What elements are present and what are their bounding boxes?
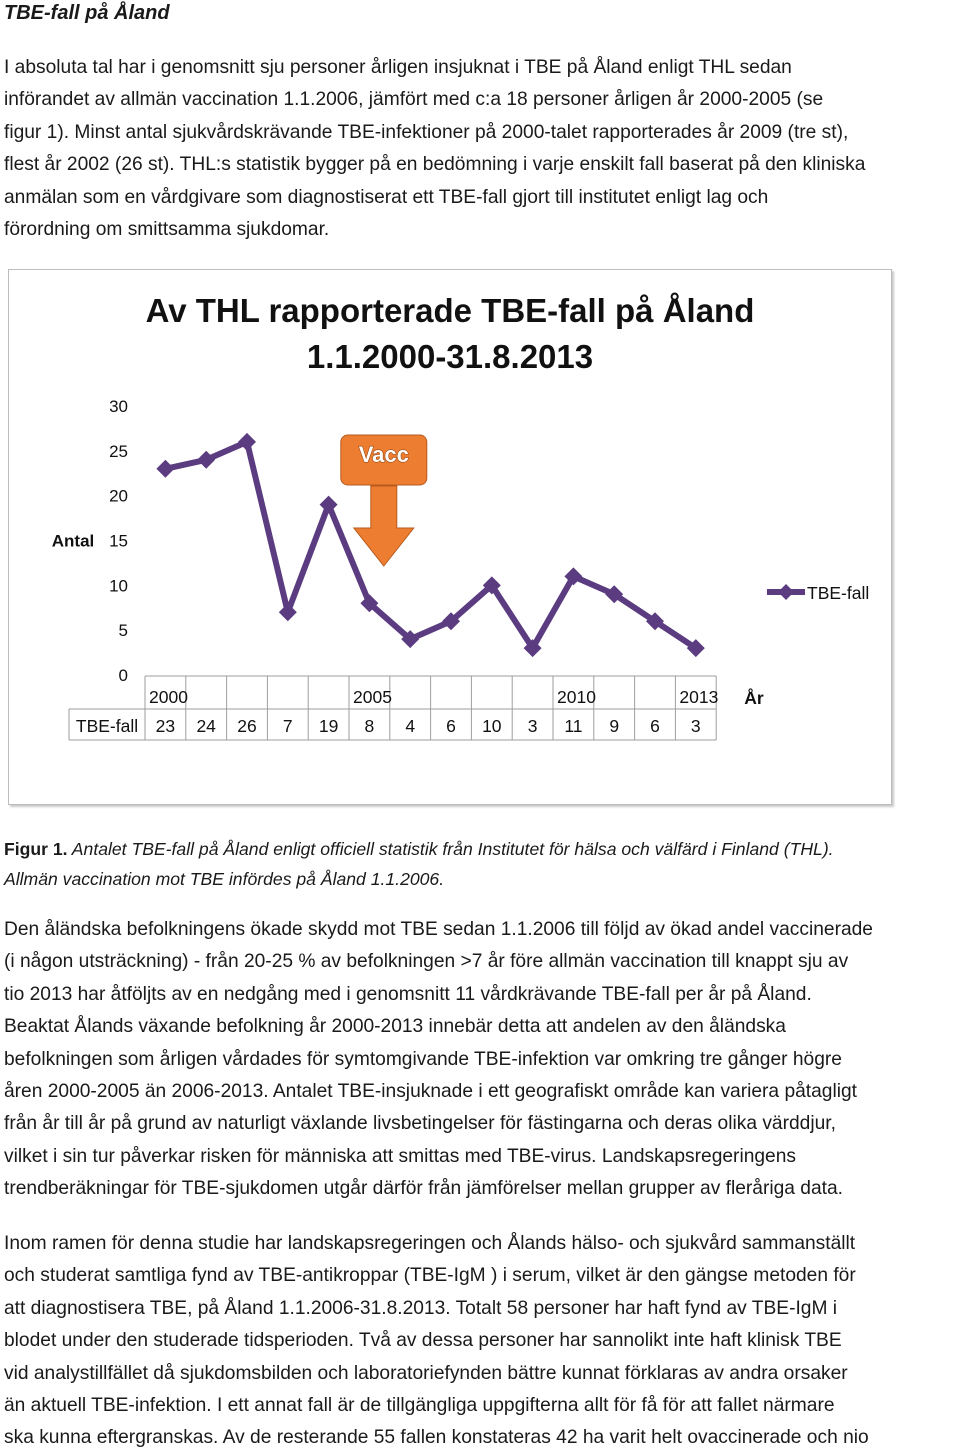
table-row-label: TBE-fall — [75, 716, 139, 736]
legend-marker — [778, 584, 794, 600]
figure-chart — [8, 269, 892, 805]
paragraph-line: och studerat samtliga fynd av TBE-antikroppar (TBE-IgM ) i serum, vilket är den gängse metoden för — [4, 1265, 856, 1287]
data-point-marker — [197, 451, 215, 469]
y-tick-label: 0 — [118, 666, 128, 685]
data-point-marker — [238, 433, 256, 451]
paragraph-line: (i någon utsträckning) - från 20-25 % av befolkningen >7 år före allmän vaccination till knappt sju av — [4, 951, 849, 973]
paragraph-line: befolkningen som årligen vårdades för symtomgivande TBE-infektion var omkring tre gånger högre — [4, 1048, 842, 1070]
paragraph-line: I absoluta tal har i genomsnitt sju personer årligen insjuknat i TBE på Åland enligt THL sedan — [4, 57, 792, 78]
y-tick-label: 15 — [109, 531, 128, 551]
paragraph-line: förordning om smittsamma sjukdomar. — [4, 219, 330, 241]
x-tick-label: 2005 — [353, 687, 392, 707]
caption-text: Antalet TBE-fall på Åland enligt officiell statistik från Institutet för hälsa och välfärd i Finland (THL). — [71, 839, 834, 859]
x-tick-label: 2013 — [679, 687, 719, 707]
x-tick-label: 2000 — [149, 687, 188, 707]
paragraph-2 — [4, 914, 956, 1206]
paragraph-line: trendberäkningar för TBE-sjukdomen utgår därför från jämförelser mellan grupper av fleråriga data. — [4, 1178, 843, 1200]
y-tick-label: 10 — [109, 576, 128, 596]
chart-title-line-2: 1.1.2000-31.8.2013 — [306, 338, 594, 375]
legend-label: TBE-fall — [807, 583, 870, 603]
data-label: 4 — [405, 716, 416, 736]
data-label: 6 — [446, 716, 456, 736]
paragraph-line: att diagnostisera TBE, på Åland 1.1.2006-31.8.2013. Totalt 58 personer har haft fynd av TBE-IgM i — [4, 1297, 838, 1319]
paragraph-line: tio 2013 har åtföljts av en nedgång med i genomsnitt 11 vårdkrävande TBE-fall per år på Åland. — [4, 983, 812, 1005]
x-tick-label: 2010 — [557, 687, 596, 707]
data-label: 6 — [650, 716, 660, 736]
data-label: 3 — [527, 716, 538, 736]
data-label: 10 — [482, 716, 502, 736]
series-line-tbe-fall — [165, 442, 695, 648]
data-label: 11 — [564, 716, 583, 736]
paragraph-line: åren 2000-2005 än 2006-2013. Antalet TBE-insjuknade i ett geografiskt område kan variera påtagligt — [4, 1081, 857, 1103]
y-tick-label: 30 — [109, 397, 128, 416]
data-label: 3 — [690, 716, 701, 736]
paragraph-line: ska kunna eftergranskas. Av de resterande 55 fallen konstateras 42 ha varit helt ovaccinerade och nio — [4, 1427, 869, 1449]
caption-label: Figur 1. — [4, 839, 68, 859]
document-heading: TBE-fall på Åland — [4, 2, 170, 24]
paragraph-line: införandet av allmän vaccination 1.1.2006, jämfört med c:a 18 personer årligen år 2000-2005 (se — [4, 89, 824, 111]
data-label: 7 — [282, 716, 293, 736]
caption-line-2: Allmän vaccination mot TBE infördes på Åland 1.1.2006. — [4, 869, 445, 889]
data-point-marker — [279, 603, 297, 621]
x-axis-label: År — [744, 688, 764, 708]
paragraph-line: Beaktat Ålands växande befolkning år 2000-2013 innebär detta att andelen av den åländska — [4, 1016, 786, 1038]
y-tick-label: 5 — [118, 621, 128, 641]
line-chart-svg — [9, 270, 891, 804]
y-axis-label: Antal — [51, 531, 95, 551]
data-label: 26 — [237, 716, 257, 736]
paragraph-3 — [4, 1228, 956, 1455]
paragraph-line: figur 1). Minst antal sjukvårdskrävande TBE-infektioner på 2000-talet rapporterades år 2009 (tre st), — [4, 121, 849, 143]
caption-line-1 — [4, 834, 834, 864]
data-point-marker — [156, 460, 174, 478]
data-label: 9 — [609, 716, 620, 736]
data-label: 8 — [364, 716, 375, 736]
chart-title-line-1: Av THL rapporterade TBE-fall på Åland — [145, 292, 755, 329]
vacc-arrow — [354, 486, 414, 566]
paragraph-line: från år till år på grund av naturligt växlande livsbetingelser för fästingarna och deras olika värddjur, — [4, 1113, 836, 1135]
data-label: 19 — [318, 716, 339, 736]
y-tick-label: 25 — [109, 441, 128, 461]
paragraph-line: än aktuell TBE-infektion. I ett annat fall är de tillgängliga uppgifterna allt för få för att fallet närmare — [4, 1395, 835, 1417]
paragraph-line: blodet under den studerade tidsperioden. Två av dessa personer har sannolikt inte haft klinisk TBE — [4, 1330, 842, 1352]
y-tick-label: 20 — [109, 486, 128, 506]
data-label: 23 — [155, 716, 176, 736]
paragraph-line: flest år 2002 (26 st). THL:s statistik bygger på en bedömning i varje enskilt fall baserat på den kliniska — [4, 154, 866, 176]
paragraph-line: vid analystillfället då sjukdomsbilden och laboratoriefynden bättre kunnat förklaras av andra orsaker — [4, 1362, 848, 1384]
paragraph-line: Den åländska befolkningens ökade skydd mot TBE sedan 1.1.2006 till följd av ökad andel vaccinerade — [4, 919, 873, 940]
data-point-marker — [320, 496, 338, 514]
paragraph-line: Inom ramen för denna studie har landskapsregeringen och Ålands hälso- och sjukvård sammanställt — [4, 1233, 856, 1254]
paragraph-1 — [4, 52, 956, 246]
paragraph-line: vilket i sin tur påverkar risken för människa att smittas med TBE-virus. Landskapsregeringens — [4, 1145, 796, 1167]
figure-caption — [4, 834, 834, 894]
paragraph-line: anmälan som en vårdgivare som diagnostiserat ett TBE-fall gjort till institutet enligt lag och — [4, 186, 769, 208]
vacc-annotation-label: Vacc — [358, 442, 409, 467]
data-label: 24 — [196, 716, 216, 736]
